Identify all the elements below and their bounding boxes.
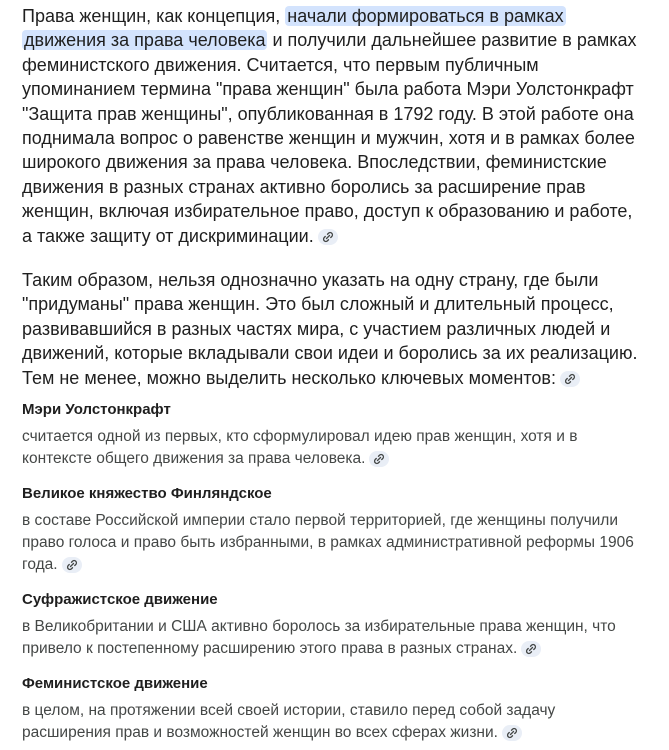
link-icon bbox=[373, 453, 385, 465]
item-title: Феминистское движение bbox=[22, 675, 208, 693]
list-item bbox=[22, 590, 647, 660]
citation-link-button[interactable] bbox=[369, 451, 389, 467]
key-points-list bbox=[22, 400, 647, 744]
item-description bbox=[22, 510, 647, 576]
link-icon bbox=[322, 231, 334, 243]
citation-link-button[interactable] bbox=[502, 725, 522, 741]
list-item bbox=[22, 674, 647, 744]
item-description-text: в Великобритании и США активно боролось за избирательные права женщин, что привело к постепенному расширению этого права в разных странах. bbox=[22, 618, 616, 658]
link-icon bbox=[506, 727, 518, 739]
summary-text: Таким образом, нельзя однозначно указать на одну страну, где были "придуманы" права женщин. Это был сложный и длительный процесс, развивавшийся в разных частях мира, с участием различных людей и движений, которые вкладывали свои идеи и боролись за их реализацию. Тем не менее, можно выделить несколько ключевых моментов: bbox=[22, 270, 638, 388]
item-description bbox=[22, 426, 647, 470]
link-icon bbox=[66, 559, 78, 571]
citation-link-button[interactable] bbox=[521, 641, 541, 657]
citation-link-button[interactable] bbox=[318, 229, 338, 245]
item-title: Мэри Уолстонкрафт bbox=[22, 401, 171, 419]
list-item bbox=[22, 484, 647, 576]
item-description-text: в составе Российской империи стало первой территорией, где женщины получили право голоса и право быть избранными, в рамках административной реформы 1906 года. bbox=[22, 512, 634, 574]
item-title: Великое княжество Финляндское bbox=[22, 485, 272, 503]
intro-text-rest: и получили дальнейшее развитие в рамках феминистского движения. Считается, что первым публичным упоминанием термина "права женщин" была работа Мэри Уолстонкрафт "Защита прав женщины", опубликованная в 1792 году. В этой работе она поднимала вопрос о равенстве женщин и мужчин, хотя и в рамках более широкого движения за права человека. Впоследствии, феминистские движения в разных странах активно боролись за расширение прав женщин, включая избирательное право, доступ к образованию и работе, а также защиту от дискриминации. bbox=[22, 30, 637, 246]
item-description-text: в целом, на протяжении всей своей истории, ставило перед собой задачу расширения прав и возможностей женщин во всех сферах жизни. bbox=[22, 702, 556, 742]
item-title: Суфражистское движение bbox=[22, 591, 218, 609]
link-icon bbox=[525, 643, 537, 655]
link-icon bbox=[564, 373, 576, 385]
intro-paragraph bbox=[22, 4, 647, 248]
summary-paragraph bbox=[22, 268, 647, 390]
list-item bbox=[22, 400, 647, 470]
citation-link-button[interactable] bbox=[560, 371, 580, 387]
intro-text-start: Права женщин, как концепция, bbox=[22, 6, 286, 26]
citation-link-button[interactable] bbox=[62, 557, 82, 573]
item-description bbox=[22, 700, 647, 744]
item-description-text: считается одной из первых, кто сформулировал идею прав женщин, хотя и в контексте общего движения за права человека. bbox=[22, 428, 578, 468]
highlighted-text[interactable]: начали формироваться в рамках движения за права человека bbox=[24, 6, 564, 51]
item-description bbox=[22, 616, 647, 660]
